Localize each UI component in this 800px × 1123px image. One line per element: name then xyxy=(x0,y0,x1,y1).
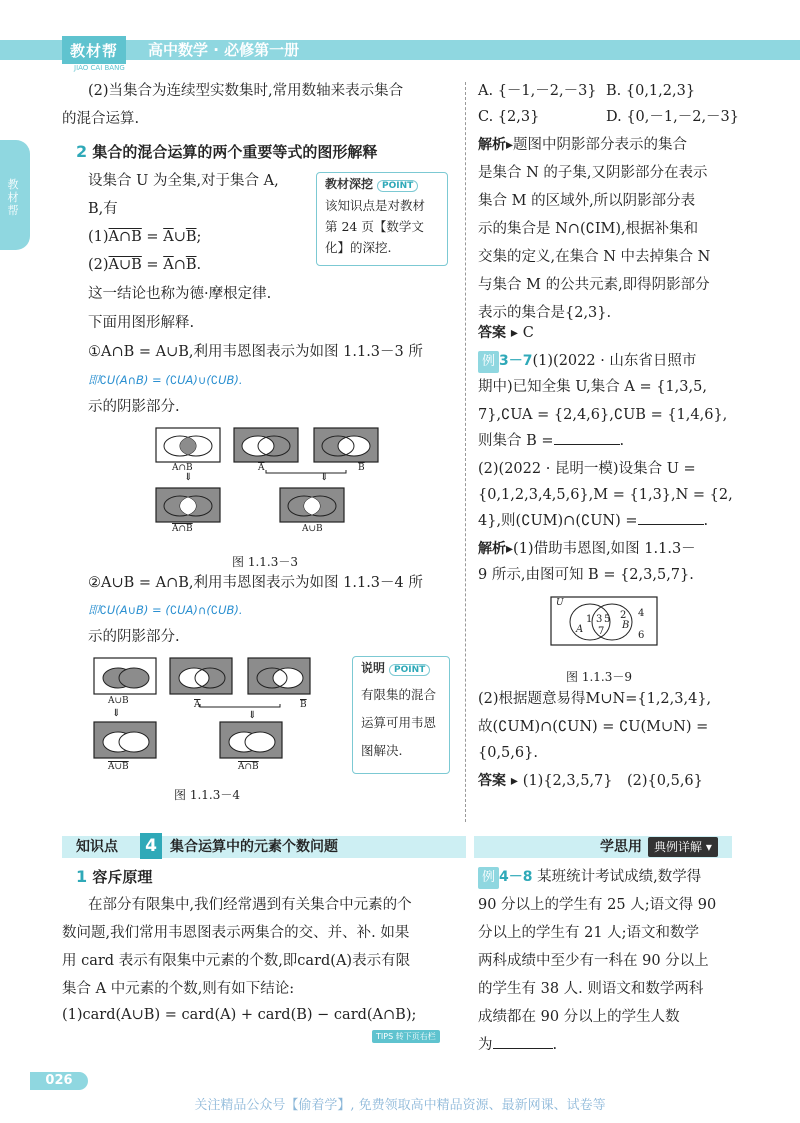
example-3-7-text-7: 4},则(∁UM)∩(∁UN) = xyxy=(478,513,638,529)
explain-line: 下面用图形解释. xyxy=(88,315,195,331)
down-arrow-icon: ⇓ xyxy=(320,472,329,483)
example-4-8-line-1 xyxy=(478,866,701,889)
note-tag xyxy=(361,659,430,676)
triangle-icon: ▸ xyxy=(506,137,514,153)
option-d: D. {0,－1,－2,－3} xyxy=(606,109,740,125)
figure-1-caption: 图 1.1.3－3 xyxy=(232,555,298,569)
triangle-icon: ▸ xyxy=(506,541,514,557)
example-4-8-line-2: 90 分以上的学生有 25 人;语文得 90 xyxy=(478,897,717,913)
point-badge: POINT xyxy=(389,664,430,676)
analysis-2-text-1: (1)借助韦恩图,如图 1.1.3－ xyxy=(513,541,696,557)
fig9-label-2: 2 xyxy=(620,610,627,621)
equation-1-label: (1) xyxy=(88,229,109,245)
fig2-caption-d xyxy=(108,762,129,772)
analysis-2-line-2: 9 所示,由图可知 B = {2,3,5,7}. xyxy=(478,567,694,583)
venn-set-a xyxy=(179,668,209,688)
analysis-line-1 xyxy=(478,134,687,156)
venn-set-b xyxy=(245,732,275,752)
paragraph-line-2: B,有 xyxy=(88,201,118,217)
case-2-text: ②A∪B = A∩B,利用韦恩图表示为如图 1.1.3－4 所 xyxy=(88,575,423,591)
figure-1-1-3-3 xyxy=(150,426,400,536)
fig1-caption-a: A∩B xyxy=(172,463,193,473)
case-1-text: ①A∩B = A∪B,利用韦恩图表示为如图 1.1.3－3 所 xyxy=(88,344,423,360)
section-1-heading xyxy=(76,866,152,887)
example-4-8-line-6: 成绩都在 90 分以上的学生人数 xyxy=(478,1009,680,1025)
case-2-end: 示的阴影部分. xyxy=(88,629,180,645)
example-tag: 例 xyxy=(478,351,499,373)
section-2-number: 2 xyxy=(76,142,88,161)
equation-1-lhs: A∩B xyxy=(108,229,142,245)
page-number: 026 xyxy=(30,1072,88,1090)
analysis-3-line-3: {0,5,6}. xyxy=(478,745,538,761)
case-1-end: 示的阴影部分. xyxy=(88,399,180,415)
example-3-7-line-5: (2)(2022 · 昆明一模)设集合 U = xyxy=(478,461,696,477)
section-1-line-4: 集合 A 中元素的个数,则有如下结论: xyxy=(62,981,295,997)
figure-9-caption: 图 1.1.3－9 xyxy=(566,670,632,684)
knowledge-point-number: 4 xyxy=(140,833,162,859)
fig2-caption-e-text: A∩B xyxy=(238,762,259,772)
fig1-caption-e xyxy=(302,524,323,534)
fig1-caption-d xyxy=(172,524,193,534)
example-detail-badge[interactable]: 典例详解 ▾ xyxy=(648,837,718,857)
fig9-label-5: 5 xyxy=(604,614,611,625)
fig1-caption-d-text: A∩B xyxy=(172,524,193,534)
answer-label: 答案 xyxy=(478,773,506,789)
equation-2-rhs-b: $\overline{B}$ xyxy=(185,257,197,273)
section-2-title: 集合的混合运算的两个重要等式的图形解释 xyxy=(92,143,378,161)
fig2-caption-a: A∪B xyxy=(108,696,129,706)
fig9-label-7: 7 xyxy=(598,626,605,637)
down-arrow-icon: ⇓ xyxy=(112,708,121,719)
analysis-line-7: 表示的集合是{2,3}. xyxy=(478,305,612,321)
answer-blank[interactable] xyxy=(638,524,704,525)
fig1-caption-b xyxy=(258,463,265,473)
figure-1-1-3-4 xyxy=(92,656,332,766)
note-line-3: 图解决. xyxy=(361,743,403,758)
case-2-note: 即∁U(A∪B) = (∁UA)∩(∁UB). xyxy=(88,603,243,617)
venn-set-b xyxy=(119,668,149,688)
fig9-label-1: 1 xyxy=(586,614,593,625)
example-4-8-line-5: 的学生有 38 人. 则语文和数学两科 xyxy=(478,981,704,997)
knowledge-point-label: 知识点 xyxy=(76,839,118,855)
analysis-label: 解析 xyxy=(478,137,506,153)
equation-2-label: (2) xyxy=(88,257,109,273)
answer-label: 答案 xyxy=(478,325,506,341)
analysis-3-line-1: (2)根据题意易得M∪N={1,2,3,4}, xyxy=(478,691,712,707)
down-arrow-icon: ⇓ xyxy=(248,710,257,721)
triangle-icon: ▸ xyxy=(506,325,523,341)
fig1-caption-e-text: A∪B xyxy=(302,524,323,534)
option-a: A. {－1,－2,－3} xyxy=(478,83,597,99)
deep-dive-line-2: 第 24 页【数学文 xyxy=(325,219,424,234)
answer-1 xyxy=(478,322,534,344)
example-3-7-line-3: 7},∁UA = {2,4,6},∁UB = {1,4,6}, xyxy=(478,407,728,423)
analysis-line-3: 集合 M 的区域外,所以阴影部分表 xyxy=(478,193,696,209)
example-4-8-text-7: 为 xyxy=(478,1037,493,1053)
example-3-7-line-6: {0,1,2,3,4,5,6},M = {1,3},N = {2, xyxy=(478,487,733,503)
answer-1-value: C xyxy=(522,325,534,341)
point-badge: POINT xyxy=(377,180,418,192)
fig2-caption-c xyxy=(300,700,307,710)
answer-blank[interactable] xyxy=(493,1048,553,1049)
fig1-caption-c-text: $\overline{B}$ xyxy=(358,463,365,473)
fig9-label-u: U xyxy=(556,598,564,608)
figure-2-caption: 图 1.1.3－4 xyxy=(174,788,240,802)
analysis-line-4: 示的集合是 N∩(∁IM),根据补集和 xyxy=(478,221,699,237)
equation-2: (2)A∪B = $\overline{A}\cap\overline{B}$. xyxy=(88,257,202,273)
footer-promo: 关注精品公众号【偷着学】, 免费领取高中精品资源、最新网课、试卷等 xyxy=(194,1098,606,1113)
equation-2-rhs-a: $\overline{A}$ xyxy=(163,257,174,273)
header-title: 高中数学 · 必修第一册 xyxy=(148,41,300,59)
fig1-caption-c xyxy=(358,463,365,473)
note-line-1: 有限集的混合 xyxy=(361,687,437,702)
analysis-2-line-1 xyxy=(478,538,696,560)
equation-2-lhs: A∪B xyxy=(108,257,142,273)
equation-1: (1)A∩B = $\overline{A}\cup\overline{B}$; xyxy=(88,229,202,245)
fig9-label-b: B xyxy=(622,620,630,631)
fig9-label-4: 4 xyxy=(638,608,645,619)
analysis-label: 解析 xyxy=(478,541,506,557)
fig1-caption-b-text: $\overline{A}$ xyxy=(258,463,265,473)
analysis-line-5: 交集的定义,在集合 N 中去掉集合 N xyxy=(478,249,711,265)
fig2-caption-d-text: A∪B xyxy=(108,762,129,772)
deep-dive-line-3: 化】的深挖. xyxy=(325,240,392,255)
intro-line-2: 的混合运算. xyxy=(62,111,140,127)
book-logo-subtitle: JIAO CAI BANG xyxy=(74,64,125,72)
note-box xyxy=(352,656,450,774)
section-1-line-3: 用 card 表示有限集中元素的个数,即card(A)表示有限 xyxy=(62,953,411,969)
analysis-3-line-2: 故(∁UM)∩(∁UN) = ∁U(M∪N) = xyxy=(478,719,709,735)
intro-line-1: (2)当集合为连续型实数集时,常用数轴来表示集合 xyxy=(88,83,404,99)
option-b: B. {0,1,2,3} xyxy=(606,83,696,99)
example-3-7-line-2: 期中)已知全集 U,集合 A = {1,3,5, xyxy=(478,379,707,395)
textbook-deep-dive-box xyxy=(316,172,448,266)
fig9-label-3: 3 xyxy=(596,614,603,625)
section-1-number: 1 xyxy=(76,867,88,886)
example-4-8-line-7: 为 . xyxy=(478,1037,558,1053)
venn-set-b xyxy=(119,732,149,752)
fig9-label-6: 6 xyxy=(638,630,645,641)
answer-2 xyxy=(478,770,703,792)
section-1-line-1: 在部分有限集中,我们经常遇到有关集合中元素的个 xyxy=(88,897,412,913)
example-3-7-line-4: 则集合 B = . xyxy=(478,433,625,449)
note-body xyxy=(361,681,436,765)
fig2-caption-e xyxy=(238,762,259,772)
note-label: 说明 xyxy=(361,661,386,675)
answer-blank[interactable] xyxy=(554,444,620,445)
equation-1-rhs-b: $\overline{B}$ xyxy=(185,229,197,245)
example-tag: 例 xyxy=(478,867,499,889)
note-line-2: 运算可用韦恩 xyxy=(361,715,437,730)
side-tab-label: 教材帮 xyxy=(7,178,19,217)
venn-set-b xyxy=(273,668,303,688)
learn-think-use-label: 学思用 xyxy=(600,839,642,855)
bracket-line xyxy=(200,704,280,707)
section-1-line-2: 数问题,我们常用韦恩图表示两集合的交、并、补. 如果 xyxy=(62,925,410,941)
deep-dive-label: 教材深挖 xyxy=(325,177,374,191)
section-1-title: 容斥原理 xyxy=(92,868,153,886)
down-arrow-icon: ⇓ xyxy=(184,472,193,483)
deep-dive-tag xyxy=(325,175,418,192)
example-3-7-line-1 xyxy=(478,350,696,373)
example-4-8-line-4: 两科成绩中至少有一科在 90 分以上 xyxy=(478,953,709,969)
section-1-line-5: (1)card(A∪B) = card(A) + card(B) − card(A∩B); xyxy=(62,1007,417,1023)
fig2-caption-b xyxy=(194,700,201,710)
fig2-caption-b-text: $\overline{A}$ xyxy=(194,700,201,710)
fig2-caption-c-text: $\overline{B}$ xyxy=(300,700,307,710)
equation-1-rhs-a: $\overline{A}$ xyxy=(163,229,174,245)
deep-dive-line-1: 该知识点是对教材 xyxy=(325,198,426,213)
deep-dive-body xyxy=(325,195,425,258)
example-3-7-text-4: 则集合 B = xyxy=(478,433,554,449)
example-4-8-number: 4－8 xyxy=(499,869,533,885)
example-3-7-number: 3－7 xyxy=(499,353,533,369)
analysis-line-2: 是集合 N 的子集,又阴影部分在表示 xyxy=(478,165,708,181)
analysis-line-6: 与集合 M 的公共元素,即得阴影部分 xyxy=(478,277,710,293)
example-3-7-text-1: (1)(2022 · 山东省日照市 xyxy=(532,353,697,369)
example-4-8-line-3: 分以上的学生有 21 人;语文和数学 xyxy=(478,925,700,941)
example-4-8-text-1: 某班统计考试成绩,数学得 xyxy=(537,869,702,885)
book-logo: 教材帮 xyxy=(62,36,126,64)
bracket-line xyxy=(266,470,346,473)
section-2-heading xyxy=(76,141,377,162)
answer-2-value: (1){2,3,5,7} (2){0,5,6} xyxy=(522,773,703,789)
triangle-icon: ▸ xyxy=(506,773,523,789)
tips-badge: TIPS 转下页右栏 xyxy=(372,1030,440,1043)
knowledge-point-title: 集合运算中的元素个数问题 xyxy=(170,839,338,855)
fig9-label-a: A xyxy=(576,624,584,635)
example-3-7-line-7: 4},则(∁UM)∩(∁UN) = . xyxy=(478,513,709,529)
paragraph-line-1: 设集合 U 为全集,对于集合 A, xyxy=(88,173,279,189)
de-morgan-law: 这一结论也称为德·摩根定律. xyxy=(88,286,272,302)
case-1-note: 即∁U(A∩B) = (∁UA)∪(∁UB). xyxy=(88,373,243,387)
analysis-text-1: 题图中阴影部分表示的集合 xyxy=(513,137,688,153)
column-divider xyxy=(465,82,466,822)
option-c: C. {2,3} xyxy=(478,109,540,125)
